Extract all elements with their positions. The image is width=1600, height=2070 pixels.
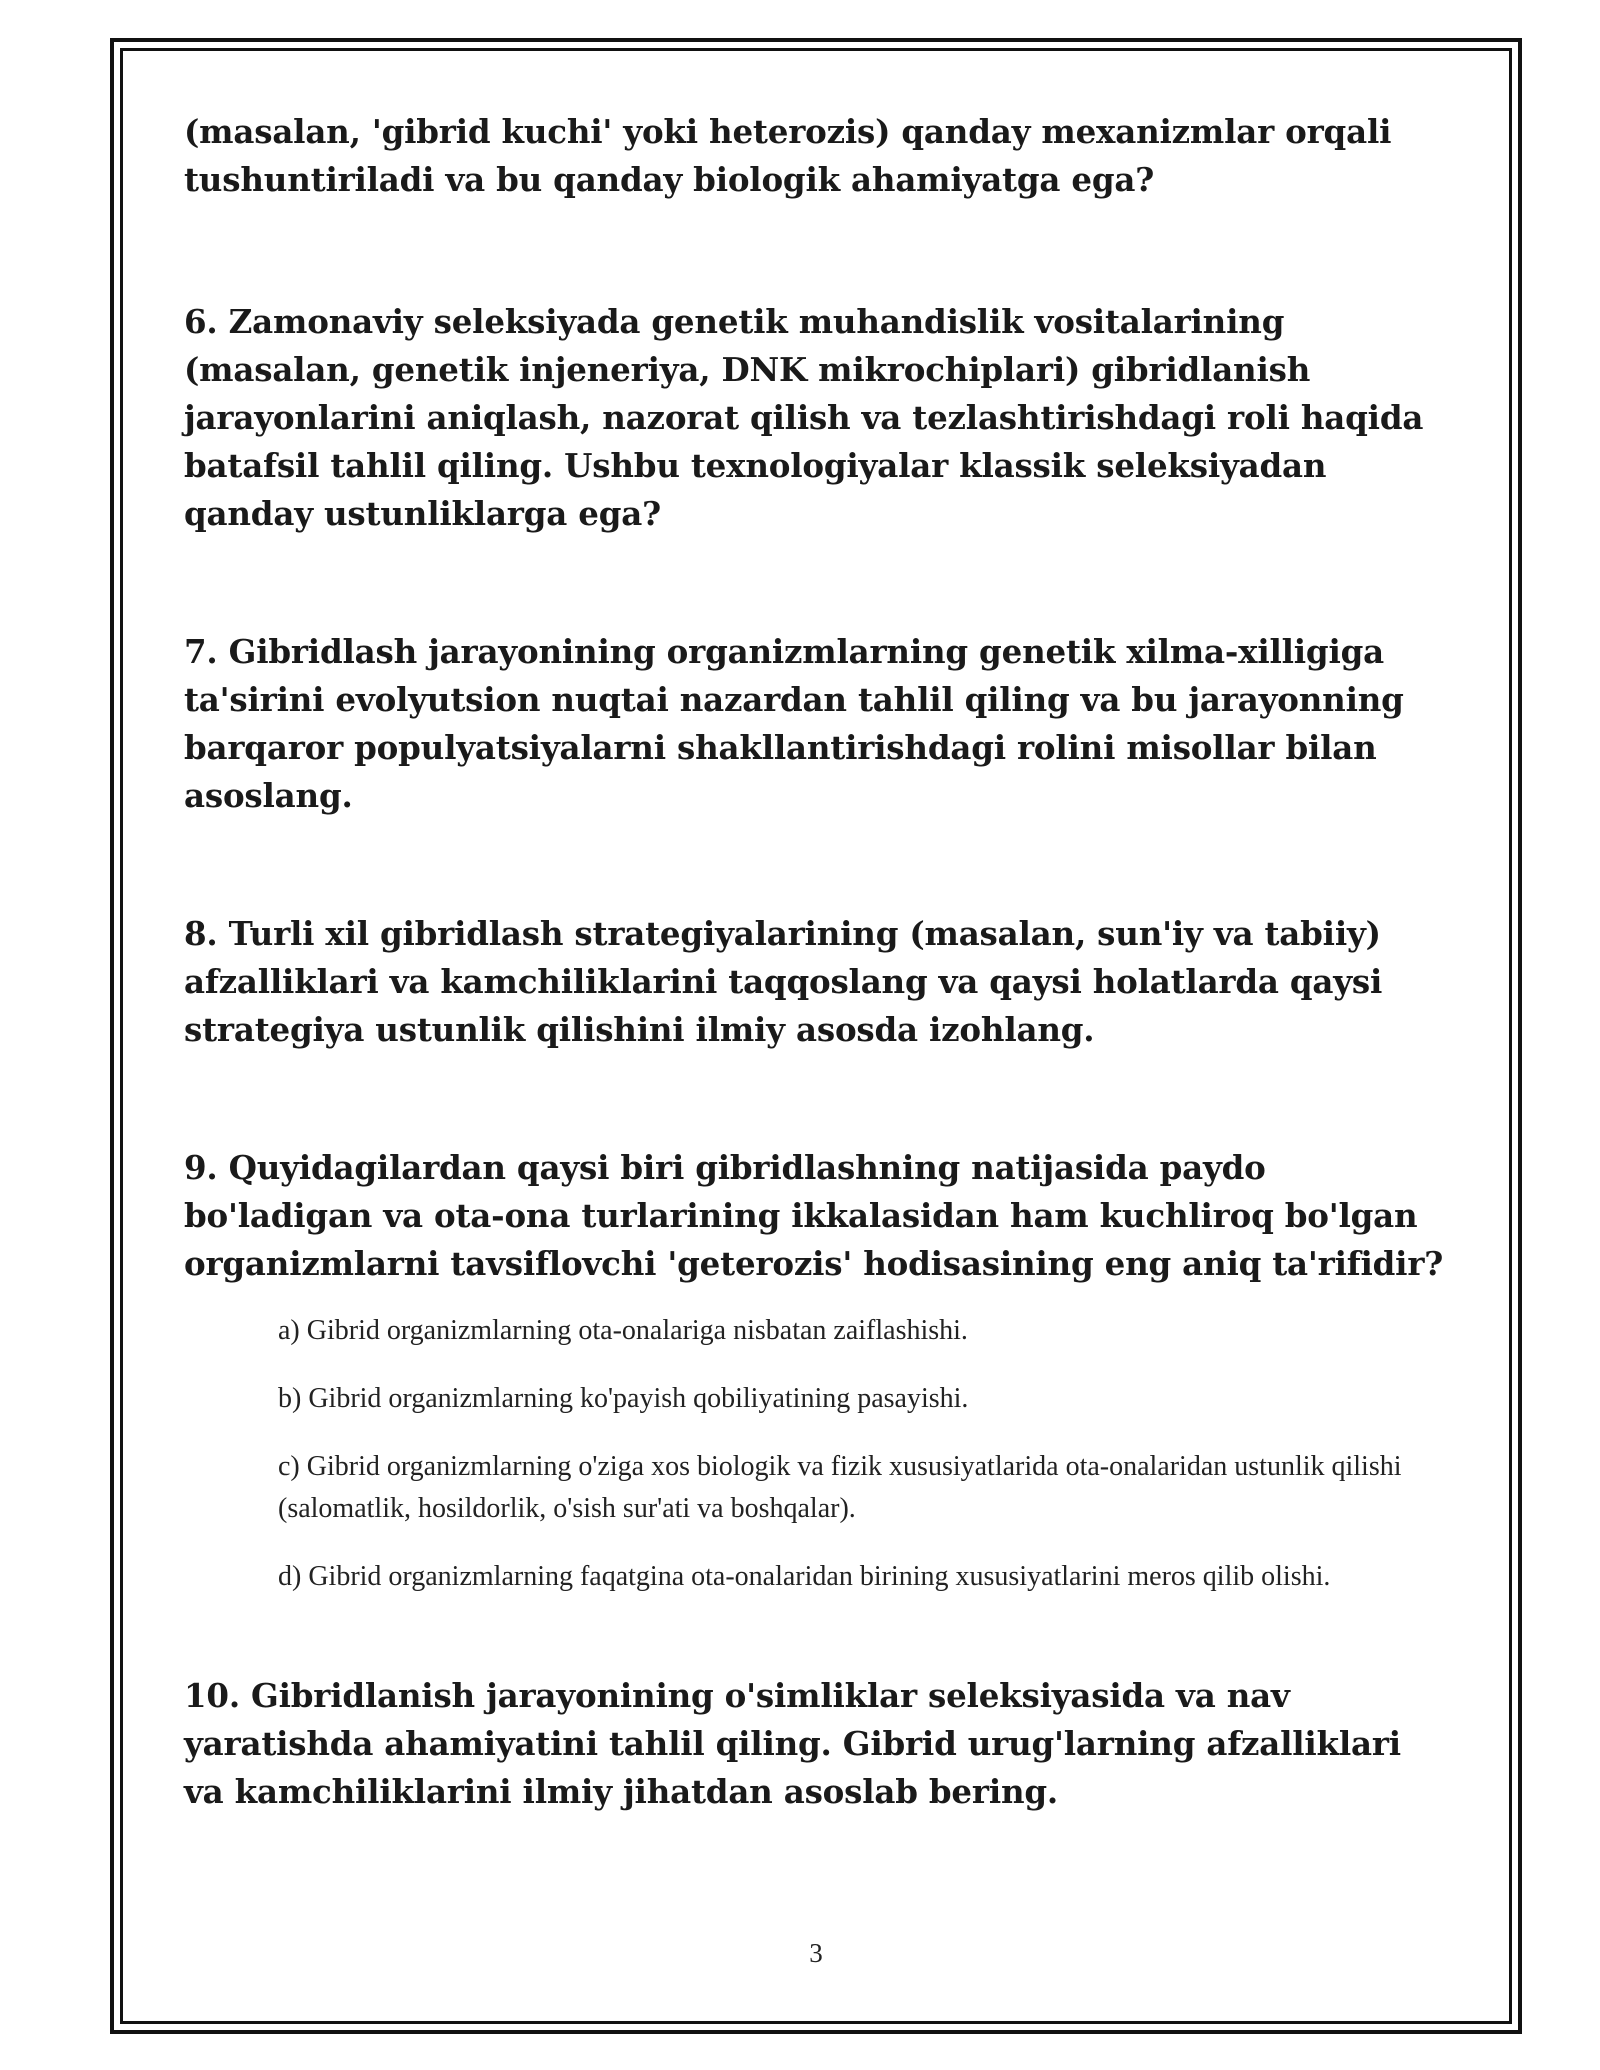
page-content [184, 108, 1444, 1816]
option-b: b) Gibrid organizmlarning ko'payish qobiliyatining pasayishi. [278, 1383, 969, 1414]
question-7: 7. Gibridlash jarayonining organizmlarning genetik xilma-xilligiga ta'sirini evolyutsion nuqtai nazardan tahlil qiling va bu jarayonning barqaror populyatsiyalarni shakllantirishdagi rolini misollar bilan asoslang. [184, 632, 1404, 815]
question-8: 8. Turli xil gibridlash strategiyalarining (masalan, sun'iy va tabiiy) afzalliklari va kamchiliklarini taqqoslang va qaysi holatlarda qaysi strategiya ustunlik qilishini ilmiy asosda izohlang. [184, 914, 1383, 1049]
question-5-continuation: (masalan, 'gibrid kuchi' yoki heterozis) qanday mexanizmlar orqali tushuntiriladi va bu qanday biologik ahamiyatga ega? [184, 112, 1392, 199]
option-d: d) Gibrid organizmlarning faqatgina ota-onalaridan birining xususiyatlarini meros qilib olishi. [278, 1561, 1331, 1592]
option-a: a) Gibrid organizmlarning ota-onalariga nisbatan zaiflashishi. [278, 1315, 968, 1346]
question-6: 6. Zamonaviy seleksiyada genetik muhandislik vositalarining (masalan, genetik injeneriya, DNK mikrochiplari) gibridlanish jarayonlarini aniqlash, nazorat qilish va tezlashtirishdagi roli haqida batafsil tahlil qiling. Ushbu texnologiyalar klassik seleksiyadan qanday ustunliklarga ega? [184, 302, 1424, 533]
option-c: c) Gibrid organizmlarning o'ziga xos biologik va fizik xususiyatlarida ota-onalaridan ustunlik qilishi (salomatlik, hosildorlik, o'sish sur'ati va boshqalar). [278, 1451, 1402, 1524]
page-number: 3 [809, 1938, 823, 1968]
question-9: 9. Quyidagilardan qaysi biri gibridlashning natijasida paydo bo'ladigan va ota-ona turlarining ikkalasidan ham kuchliroq bo'lgan organizmlarni tavsiflovchi 'geterozis' hodisasining eng aniq ta'rifidir? [184, 1148, 1444, 1283]
question-9-options [278, 1310, 1444, 1598]
question-10: 10. Gibridlanish jarayonining o'simliklar seleksiyasida va nav yaratishda ahamiyatini tahlil qiling. Gibrid urug'larning afzalliklari va kamchiliklarini ilmiy jihatdan asoslab bering. [184, 1676, 1401, 1811]
